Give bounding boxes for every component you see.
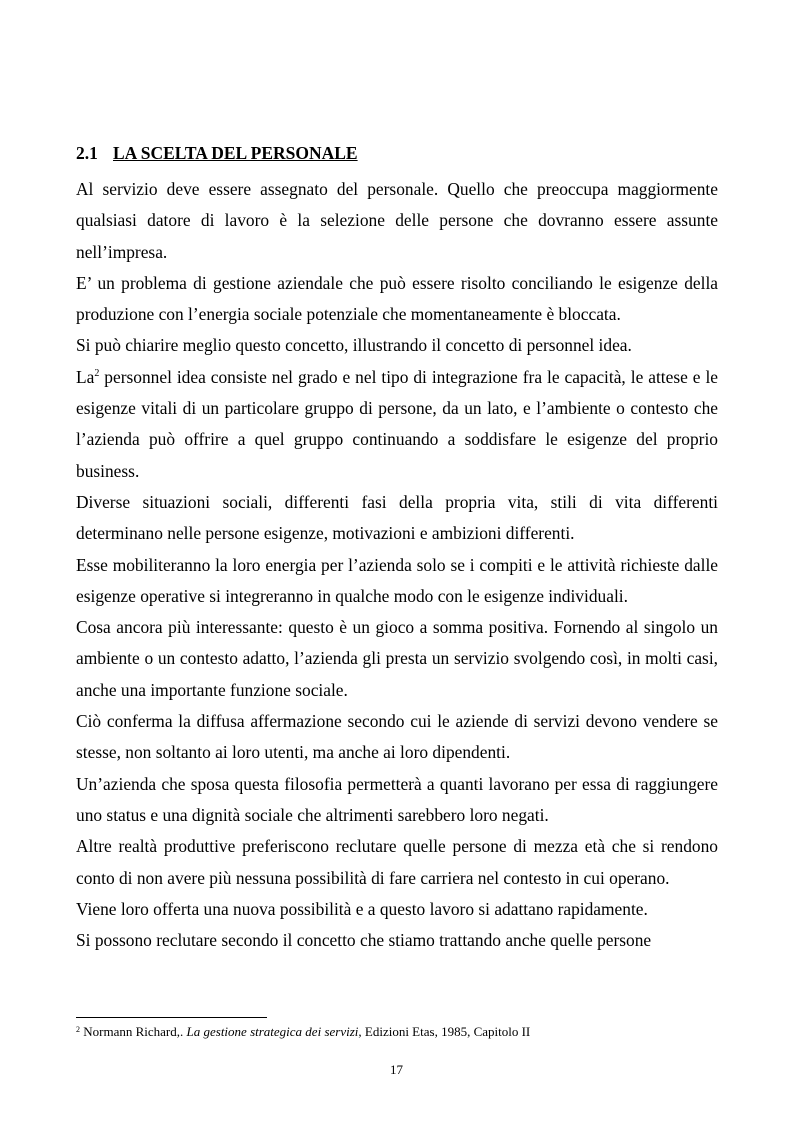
- paragraph: Viene loro offerta una nuova possibilità e a questo lavoro si adattano rapidamente.: [76, 898, 648, 919]
- footnote-reference: 2: [94, 367, 100, 379]
- paragraph: Si può chiarire meglio questo concetto, illustrando il concetto di personnel idea.: [76, 335, 632, 356]
- paragraph: Si possono reclutare secondo il concetto che stiamo trattando anche quelle persone: [76, 930, 652, 951]
- section-title: LA SCELTA DEL PERSONALE: [113, 143, 358, 163]
- footnote-author: Normann Richard,.: [80, 1024, 187, 1039]
- paragraph: E’ un problema di gestione aziendale che può essere risolto conciliando le esigenze della produzione con l’energia sociale potenziale che momentaneamente è bloccata.: [76, 272, 718, 325]
- footnote-marker: 2: [76, 1025, 80, 1034]
- paragraph: Cosa ancora più interessante: questo è un gioco a somma positiva. Fornendo al singolo un ambiente o un contesto adatto, l’azienda gli presta un servizio svolgendo così, in molti casi, anche una importante funzione sociale.: [76, 617, 718, 700]
- body-text: [76, 174, 718, 956]
- paragraph: Diverse situazioni sociali, differenti fasi della propria vita, stili di vita differenti determinano nelle persone esigenze, motivazioni e ambizioni differenti.: [76, 491, 718, 544]
- paragraph-rest: personnel idea consiste nel grado e nel tipo di integrazione fra le capacità, le attese e le esigenze vitali di un particolare gruppo di persone, da un lato, e l’ambiente o contesto che l’azienda può offrire a quel gruppo continuando a soddisfare le esigenze del proprio business.: [76, 366, 718, 481]
- section-number: 2.1: [76, 143, 98, 163]
- section-heading: [76, 143, 358, 164]
- paragraph: Al servizio deve essere assegnato del personale. Quello che preoccupa maggiormente qualsiasi datore di lavoro è la selezione delle persone che dovranno essere assunte nell’impresa.: [76, 179, 718, 262]
- paragraph: Ciò conferma la diffusa affermazione secondo cui le aziende di servizi devono vendere se stesse, non soltanto ai loro utenti, ma anche ai loro dipendenti.: [76, 711, 718, 763]
- paragraph: Un’azienda che sposa questa filosofia permetterà a quanti lavorano per essa di raggiungere uno status e una dignità sociale che altrimenti sarebbero loro negati.: [76, 773, 718, 825]
- paragraph-lead: La: [76, 366, 95, 387]
- footnote-details: , Edizioni Etas, 1985, Capitolo II: [358, 1024, 531, 1039]
- footnote-book-title: La gestione strategica dei servizi: [186, 1024, 359, 1039]
- footnote: [76, 1024, 530, 1040]
- paragraph-with-footnote-ref: [76, 362, 718, 487]
- paragraph: Altre realtà produttive preferiscono reclutare quelle persone di mezza età che si rendono conto di non avere più nessuna possibilità di fare carriera nel contesto in cui operano.: [76, 836, 718, 888]
- footnote-separator: [76, 1017, 267, 1018]
- page-number: 17: [390, 1062, 403, 1077]
- paragraph: Esse mobiliteranno la loro energia per l’azienda solo se i compiti e le attività richieste dalle esigenze operative si integreranno in qualche modo con le esigenze individuali.: [76, 554, 718, 606]
